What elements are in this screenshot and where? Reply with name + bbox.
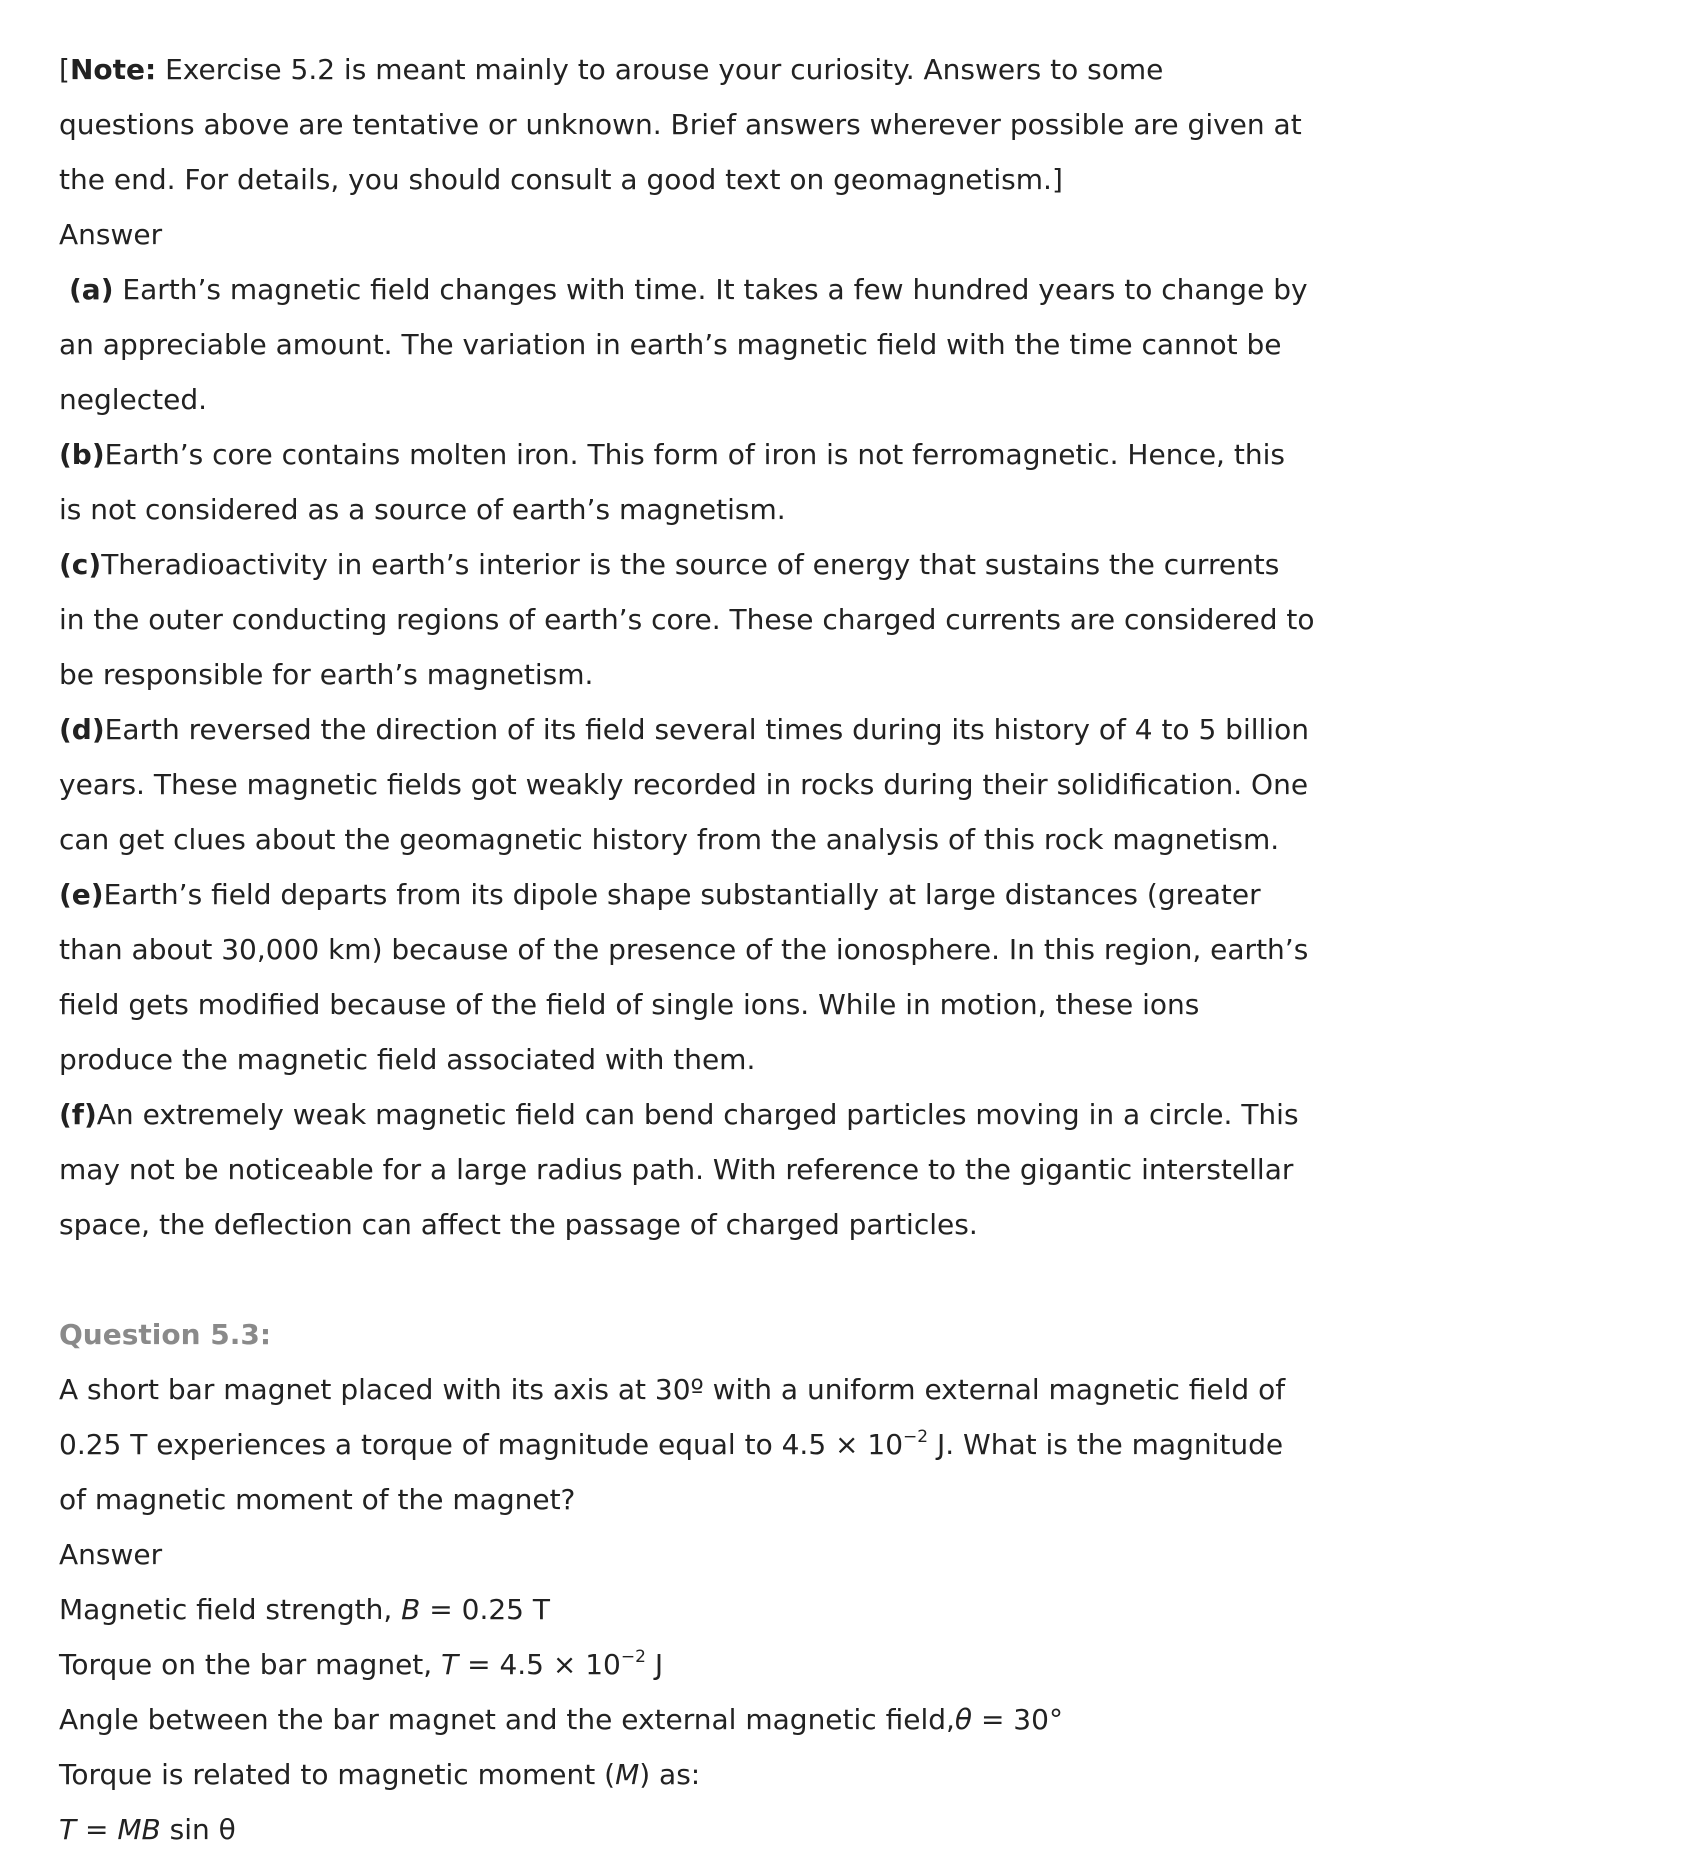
answer-f-label: (f): [59, 1098, 97, 1131]
equation-T: T: [59, 1813, 77, 1846]
answer-b-text-1: Earth’s core contains molten iron. This form of iron is not ferromagnetic. Hence, this: [104, 438, 1285, 471]
field-text: Magnetic field strength,: [59, 1593, 402, 1626]
answer-a-line-1: [59, 262, 1459, 317]
answer-e-line-2: than about 30,000 km) because of the presence of the ionosphere. In this region, earth’s: [59, 933, 1309, 966]
question-text-2b: J. What is the magnitude: [928, 1428, 1284, 1461]
solution-field-strength: [59, 1582, 1459, 1637]
answer-e-label: (e): [59, 878, 104, 911]
torque-unit: J: [645, 1648, 664, 1681]
answer-e-line-3: field gets modified because of the field of single ions. While in motion, these ions: [59, 988, 1200, 1021]
answer-f-line-2: may not be noticeable for a large radius path. With reference to the gigantic interstellar: [59, 1153, 1294, 1186]
answer-d-line-3: can get clues about the geomagnetic history from the analysis of this rock magnetism.: [59, 823, 1280, 856]
answer-b-line-2: is not considered as a source of earth’s magnetism.: [59, 493, 786, 526]
answer-f-text-1: An extremely weak magnetic field can bend charged particles moving in a circle. This: [96, 1098, 1299, 1131]
solution-torque: [59, 1637, 1459, 1692]
relation-end: ) as:: [639, 1758, 701, 1791]
answer-b-line-1: [59, 427, 1459, 482]
answer-label: Answer: [59, 218, 163, 251]
answer-d-line-1: [59, 702, 1459, 757]
answer-f-line-1: [59, 1087, 1459, 1142]
note-line-1: [Note: Exercise 5.2 is meant mainly to arouse your curiosity. Answers to some: [59, 53, 1164, 86]
answer-e-line-1: [59, 867, 1459, 922]
solution-angle: [59, 1692, 1459, 1747]
answer-c-text-1: Theradioactivity in earth’s interior is the source of energy that sustains the currents: [101, 548, 1280, 581]
torque-exponent: −2: [620, 1647, 646, 1667]
answer-label-2: Answer: [59, 1538, 163, 1571]
answer-c-label: (c): [59, 548, 102, 581]
note-text-1: Exercise 5.2 is meant mainly to arouse your curiosity. Answers to some: [165, 53, 1164, 86]
answer-c-line-3: be responsible for earth’s magnetism.: [59, 658, 594, 691]
angle-text: Angle between the bar magnet and the external magnetic field,: [59, 1703, 955, 1736]
answer-c-line-2: in the outer conducting regions of earth’s core. These charged currents are considered to: [59, 603, 1315, 636]
angle-variable: θ: [954, 1703, 973, 1736]
answer-f-line-3: space, the deflection can affect the passage of charged particles.: [59, 1208, 978, 1241]
answer-a-line-2: an appreciable amount. The variation in earth’s magnetic field with the time cannot be: [59, 328, 1282, 361]
solution-equation: [59, 1802, 1459, 1857]
question-line-3: of magnetic moment of the magnet?: [59, 1483, 576, 1516]
answer-d-label: (d): [59, 713, 105, 746]
torque-variable: T: [441, 1648, 459, 1681]
question-text-2a: 0.25 T experiences a torque of magnitude equal to 4.5 × 10: [59, 1428, 904, 1461]
relation-variable: M: [615, 1758, 640, 1791]
note-line-2: questions above are tentative or unknown. Brief answers wherever possible are given at: [59, 108, 1302, 141]
section-spacer: [59, 1252, 1459, 1307]
equation-sin: sin θ: [160, 1813, 236, 1846]
equation-MB: MB: [117, 1813, 161, 1846]
answer-a-line-3: neglected.: [59, 383, 208, 416]
answer-e-text-1: Earth’s field departs from its dipole shape substantially at large distances (greater: [103, 878, 1261, 911]
answer-b-label: (b): [59, 438, 105, 471]
question-exponent: −2: [903, 1427, 929, 1447]
answer-d-text-1: Earth reversed the direction of its field several times during its history of 4 to 5 billion: [104, 713, 1309, 746]
angle-value: = 30°: [972, 1703, 1063, 1736]
torque-text: Torque on the bar magnet,: [59, 1648, 442, 1681]
solution-relation: [59, 1747, 1459, 1802]
question-line-1: A short bar magnet placed with its axis at 30º with a uniform external magnetic field of: [59, 1373, 1286, 1406]
document-page: [59, 42, 1459, 1857]
equation-equals: =: [76, 1813, 118, 1846]
answer-a-label: (a): [69, 273, 114, 306]
answer-c-line-1: [59, 537, 1459, 592]
field-value: = 0.25 T: [420, 1593, 550, 1626]
answer-a-text-1: Earth’s magnetic field changes with time. It takes a few hundred years to change by: [113, 273, 1308, 306]
question-heading: Question 5.3:: [59, 1318, 272, 1351]
relation-text: Torque is related to magnetic moment (: [59, 1758, 616, 1791]
note-label: Note:: [69, 53, 157, 86]
note-line-3: the end. For details, you should consult a good text on geomagnetism.]: [59, 163, 1063, 196]
question-line-2: [59, 1417, 1459, 1472]
answer-e-line-4: produce the magnetic field associated with them.: [59, 1043, 756, 1076]
torque-value: = 4.5 × 10: [458, 1648, 621, 1681]
answer-d-line-2: years. These magnetic fields got weakly recorded in rocks during their solidification. One: [59, 768, 1309, 801]
field-variable: B: [401, 1593, 421, 1626]
